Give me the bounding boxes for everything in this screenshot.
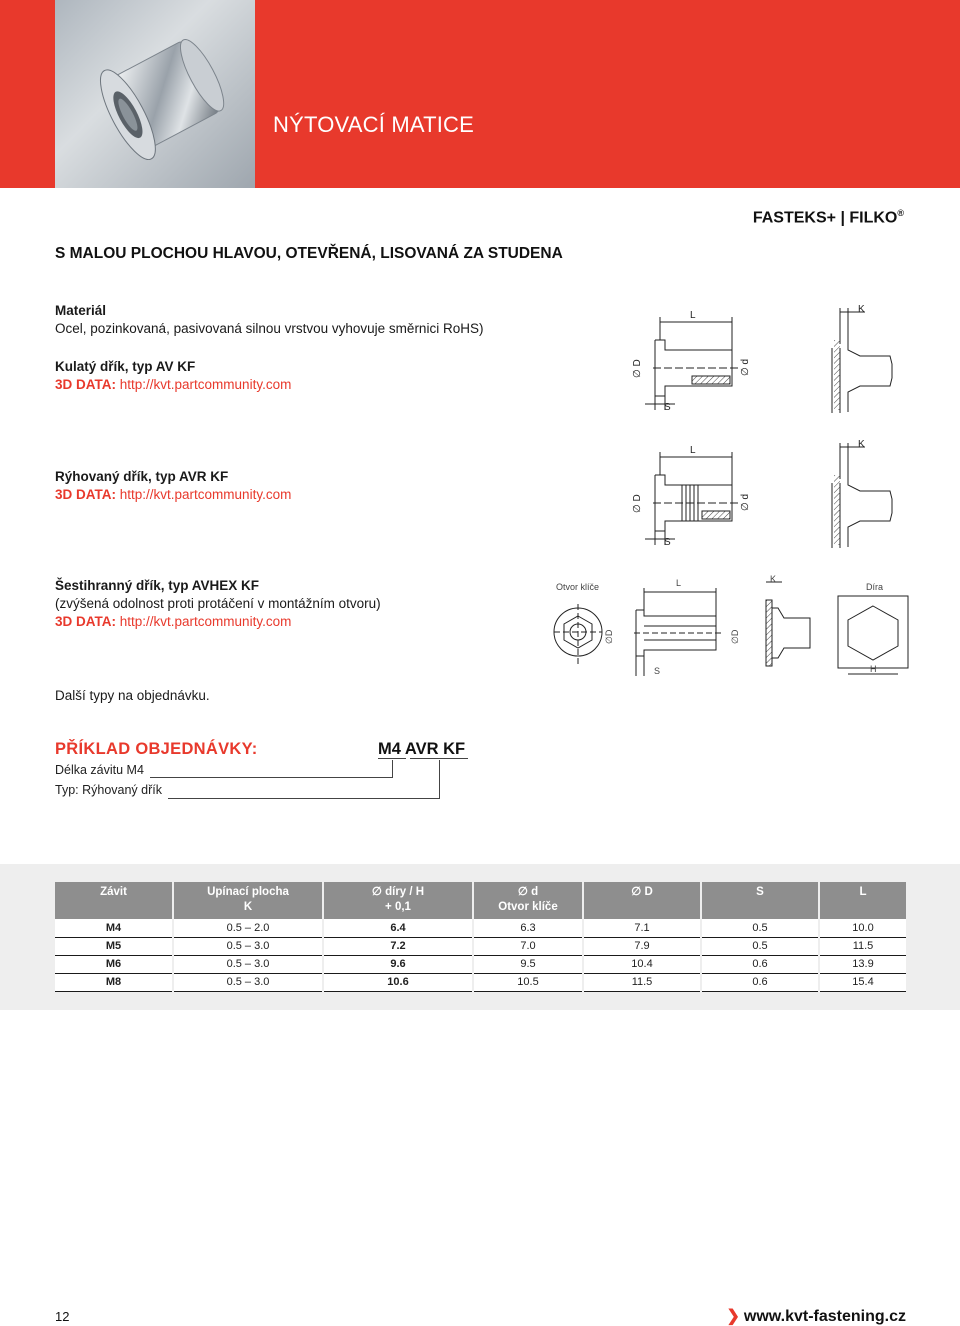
drawing-avhex-kf [548, 570, 913, 685]
dim-S-2: S [664, 537, 671, 548]
table-cell: 0.5 [701, 937, 819, 955]
order-underline-a [378, 758, 406, 759]
table-cell: M5 [55, 937, 173, 955]
table-cell: 0.6 [701, 955, 819, 973]
col-thread: Závit [55, 882, 173, 919]
table-cell: 7.1 [583, 919, 701, 937]
dim-L: L [690, 310, 696, 321]
material-text: Ocel, pozinkovaná, pasivovaná silnou vrstvou vyhovuje směrnici RoHS) [55, 321, 484, 336]
table-cell: 0.5 – 3.0 [173, 973, 323, 991]
table-cell: 15.4 [819, 973, 906, 991]
dim-K-2: K [858, 439, 865, 450]
order-line-type: Typ: Rýhovaný dřík [55, 783, 162, 797]
table-cell: M4 [55, 919, 173, 937]
table-row [55, 973, 906, 991]
col-grip: Upínací plocha K [173, 882, 323, 919]
dimensions-table [55, 882, 906, 992]
registered-mark: ® [897, 208, 904, 218]
table-row [55, 919, 906, 937]
type-avr-3d-link[interactable]: http://kvt.partcommunity.com [119, 487, 292, 502]
table-cell: 11.5 [819, 937, 906, 955]
table-cell: 10.5 [473, 973, 583, 991]
table-cell: 0.5 – 3.0 [173, 937, 323, 955]
table-cell: 10.0 [819, 919, 906, 937]
table-cell: 9.5 [473, 955, 583, 973]
chevron-right-icon: ❯ [726, 1308, 740, 1325]
type-avhex-3d: 3D DATA: http://kvt.partcommunity.com [55, 614, 292, 629]
table-cell: 0.6 [701, 973, 819, 991]
drawing-av-kf [620, 300, 910, 420]
product-subtitle: S MALOU PLOCHOU HLAVOU, OTEVŘENÁ, LISOVANÁ ZA STUDENA [55, 245, 563, 262]
footer-website[interactable]: ❯ www.kvt-fastening.cz [726, 1308, 906, 1325]
col-S: S [701, 882, 819, 919]
table-row [55, 937, 906, 955]
dim-L-2: L [690, 445, 696, 456]
dim-K-3: K [770, 574, 777, 584]
type-avhex-3d-link[interactable]: http://kvt.partcommunity.com [119, 614, 292, 629]
type-av-name: Kulatý dřík, typ AV KF [55, 359, 196, 374]
page-title: NÝTOVACÍ MATICE [273, 112, 475, 137]
type-avr-3d: 3D DATA: http://kvt.partcommunity.com [55, 487, 292, 502]
material-label: Materiál [55, 303, 107, 318]
table-cell: 0.5 [701, 919, 819, 937]
hole-label: Díra [866, 582, 884, 592]
table-cell: 13.9 [819, 955, 906, 973]
table-cell: 10.4 [583, 955, 701, 973]
table-cell: 7.2 [323, 937, 473, 955]
dim-K: K [858, 304, 865, 315]
table-cell: 6.3 [473, 919, 583, 937]
table-cell: M8 [55, 973, 173, 991]
col-d: ∅ d Otvor klíče [473, 882, 583, 919]
type-av-3d-link[interactable]: http://kvt.partcommunity.com [119, 377, 292, 392]
table-cell: 0.5 – 2.0 [173, 919, 323, 937]
table-cell: 10.6 [323, 973, 473, 991]
dim-H: H [870, 664, 877, 674]
type-avhex-name: Šestihranný dřík, typ AVHEX KF [55, 578, 260, 593]
order-example-code [378, 740, 465, 759]
table-cell: 11.5 [583, 973, 701, 991]
table-cell: 7.9 [583, 937, 701, 955]
dim-S-3: S [654, 666, 661, 676]
product-photo [55, 0, 255, 188]
rivet-nut-image [55, 0, 255, 188]
order-code-type: AVR KF [404, 740, 466, 758]
table-cell: 6.4 [323, 919, 473, 937]
order-line-thread: Délka závitu M4 [55, 763, 144, 777]
table-row [55, 955, 906, 973]
dim-d: ∅ d [740, 358, 751, 376]
table-header-row [55, 882, 906, 919]
drawing-avr-kf [620, 435, 910, 555]
order-example-title: PŘÍKLAD OBJEDNÁVKY: [55, 740, 258, 758]
order-underline-b [410, 758, 468, 759]
col-L: L [819, 882, 906, 919]
type-av-3d: 3D DATA: http://kvt.partcommunity.com [55, 377, 292, 392]
dim-D: ∅ D [632, 359, 643, 378]
table-cell: 0.5 – 3.0 [173, 955, 323, 973]
dim-D-3b: ∅D [730, 629, 740, 644]
more-types-note: Další typy na objednávku. [55, 688, 210, 703]
col-D: ∅ D [583, 882, 701, 919]
dim-D-3a: ∅D [604, 629, 614, 644]
dim-D-2: ∅ D [632, 494, 643, 513]
order-code-thread: M4 [378, 740, 401, 758]
table-cell: 7.0 [473, 937, 583, 955]
table-cell: 9.6 [323, 955, 473, 973]
dim-d-2: ∅ d [740, 493, 751, 511]
dim-L-3: L [676, 578, 682, 588]
brand-label: FASTEKS+ | FILKO® [752, 208, 904, 227]
dim-S: S [664, 402, 671, 413]
col-hole: ∅ díry / H + 0,1 [323, 882, 473, 919]
order-bracket-type [168, 760, 440, 799]
type-avhex-note: (zvýšená odolnost proti protáčení v montážním otvoru) [55, 596, 381, 611]
wrench-label: Otvor klíče [556, 582, 600, 592]
table-cell: M6 [55, 955, 173, 973]
page-number: 12 [55, 1309, 70, 1324]
type-avr-name: Rýhovaný dřík, typ AVR KF [55, 469, 229, 484]
